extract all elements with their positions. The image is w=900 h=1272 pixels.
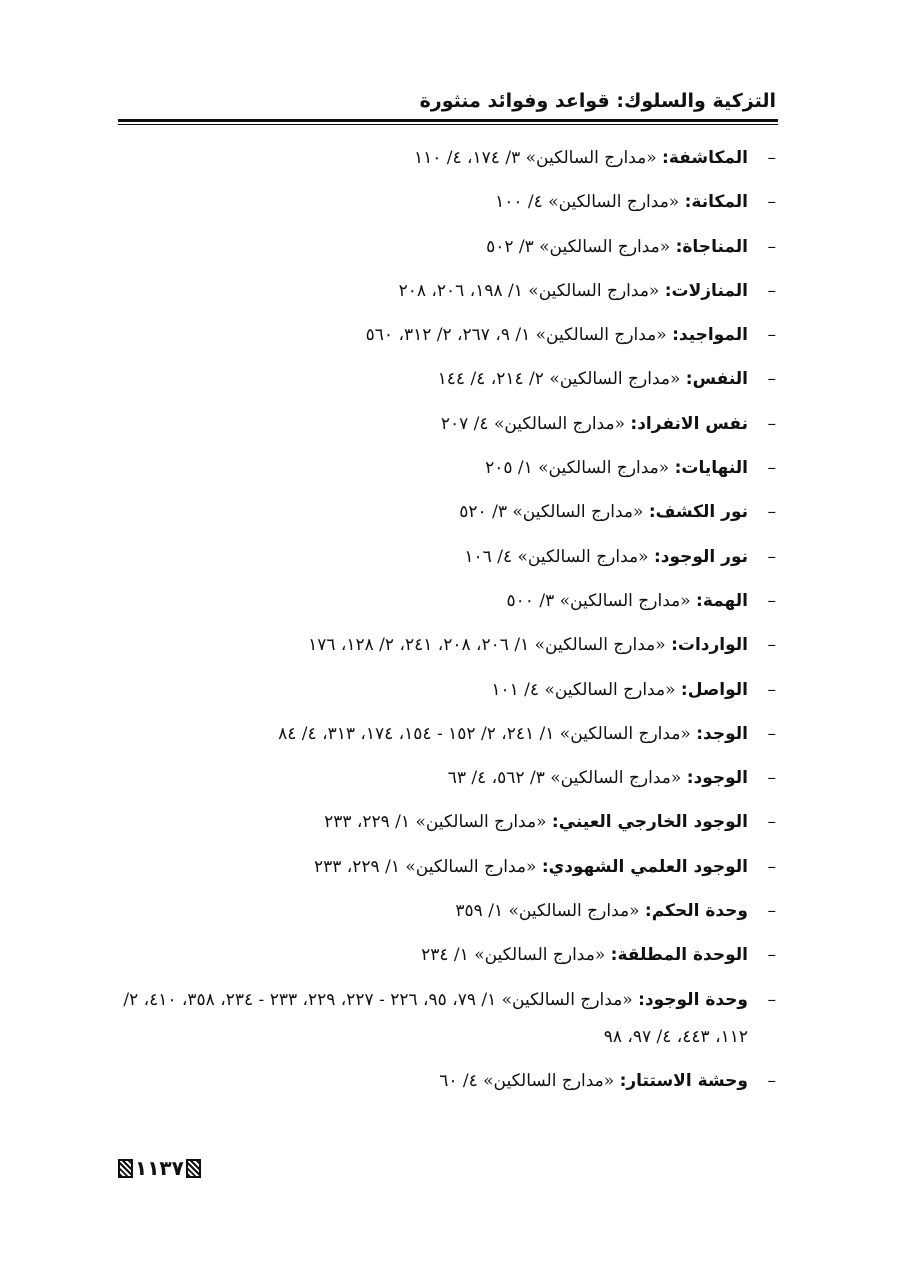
entry-dash: –	[767, 590, 776, 611]
entry-term: الواصل:	[680, 679, 748, 700]
entry-reference: «مدارج السالكين» ١/ ٢٠٥	[485, 458, 670, 479]
ornament-left-icon	[118, 1159, 133, 1178]
entry-term: الهمة:	[696, 590, 748, 611]
index-entry	[90, 627, 778, 664]
entry-dash: –	[767, 280, 776, 301]
entry-term: الوجد:	[696, 723, 748, 744]
entry-dash: –	[767, 635, 776, 656]
entry-dash: –	[767, 458, 776, 479]
entry-term: وحدة الوجود:	[638, 989, 748, 1010]
entry-reference: «مدارج السالكين» ٢/ ٢١٤، ٤/ ١٤٤	[437, 369, 681, 390]
entry-dash: –	[767, 901, 776, 922]
index-entry	[90, 982, 778, 1056]
entry-reference: «مدارج السالكين» ١/ ٢٠٦، ٢٠٨، ٢٤١، ٢/ ١٢٨، ١٧٦	[308, 635, 666, 656]
index-entries	[90, 140, 778, 1107]
entry-dash: –	[767, 546, 776, 567]
index-entry	[90, 184, 778, 221]
entry-dash: –	[767, 812, 776, 833]
entry-reference: «مدارج السالكين» ١/ ١٩٨، ٢٠٦، ٢٠٨	[398, 280, 660, 301]
index-entry	[90, 937, 778, 974]
index-entry	[90, 361, 778, 398]
index-entry	[90, 406, 778, 443]
entry-term: وحدة الحكم:	[644, 901, 748, 922]
index-entry	[90, 1063, 778, 1100]
running-title: التزكية والسلوك: قواعد وفوائد منثورة	[419, 90, 776, 112]
index-entry	[90, 672, 778, 709]
entry-term: المنازلات:	[664, 280, 748, 301]
page-number: ١١٣٧	[135, 1156, 184, 1180]
index-entry	[90, 494, 778, 531]
entry-reference: «مدارج السالكين» ١/ ٩، ٢٦٧، ٢/ ٣١٢، ٥٦٠	[365, 325, 667, 346]
entry-reference: «مدارج السالكين» ٤/ ٦٠	[439, 1070, 615, 1091]
index-entry	[90, 583, 778, 620]
index-entry	[90, 893, 778, 930]
entry-term: الواردات:	[671, 635, 748, 656]
entry-dash: –	[767, 1070, 776, 1091]
entry-reference: «مدارج السالكين» ٤/ ٢٠٧	[440, 413, 625, 434]
entry-reference: «مدارج السالكين» ٣/ ٥٠٠	[506, 590, 691, 611]
entry-dash: –	[767, 148, 776, 168]
index-entry	[90, 450, 778, 487]
entry-term: المكاشفة:	[662, 148, 748, 168]
index-entry	[90, 229, 778, 266]
entry-reference: «مدارج السالكين» ٣/ ١٧٤، ٤/ ١١٠	[413, 148, 657, 168]
header-rule-thick	[118, 119, 778, 122]
entry-dash: –	[767, 325, 776, 346]
entry-dash: –	[767, 369, 776, 390]
entry-dash: –	[767, 413, 776, 434]
entry-dash: –	[767, 502, 776, 523]
index-entry	[90, 539, 778, 576]
entry-term: النهايات:	[674, 458, 748, 479]
entry-reference: «مدارج السالكين» ٤/ ١٠٠	[495, 192, 680, 213]
index-entry	[90, 804, 778, 841]
entry-dash: –	[767, 856, 776, 877]
entry-reference: «مدارج السالكين» ١/ ٧٩، ٩٥، ٢٢٦ - ٢٢٧، ٢٢٩، ٢٣٣ - ٢٣٤، ٣٥٨، ٤١٠، ٢/ ١١٢، ٤٤٣، ٤/ ٩٧، ٩٨	[123, 989, 748, 1047]
index-entry	[90, 273, 778, 310]
entry-dash: –	[767, 236, 776, 257]
entry-term: الوحدة المطلقة:	[610, 945, 748, 966]
index-entry	[90, 140, 778, 177]
entry-term: المواجيد:	[672, 325, 748, 346]
index-entry	[90, 716, 778, 753]
entry-term: نفس الانفراد:	[630, 413, 748, 434]
entry-term: النفس:	[685, 369, 748, 390]
running-header	[118, 88, 778, 125]
index-entry	[90, 317, 778, 354]
index-entry	[90, 849, 778, 886]
entry-reference: «مدارج السالكين» ٤/ ١٠١	[491, 679, 676, 700]
entry-term: الوجود الخارجي العيني:	[551, 812, 748, 833]
entry-term: وحشة الاستتار:	[619, 1070, 748, 1091]
entry-reference: «مدارج السالكين» ١/ ٢٢٩، ٢٣٣	[313, 856, 537, 877]
entry-reference: «مدارج السالكين» ١/ ٢٤١، ٢/ ١٥٢ - ١٥٤، ١٧٤، ٣١٣، ٤/ ٨٤	[278, 723, 691, 744]
ornament-right-icon	[186, 1159, 201, 1178]
entry-dash: –	[767, 192, 776, 213]
entry-term: نور الوجود:	[653, 546, 748, 567]
entry-reference: «مدارج السالكين» ٣/ ٥٠٢	[486, 236, 671, 257]
entry-dash: –	[767, 989, 776, 1010]
page-number-block	[118, 1156, 201, 1180]
entry-dash: –	[767, 945, 776, 966]
entry-reference: «مدارج السالكين» ١/ ٣٥٩	[455, 901, 640, 922]
entry-dash: –	[767, 723, 776, 744]
entry-dash: –	[767, 679, 776, 700]
entry-term: الوجود العلمي الشهودي:	[541, 856, 748, 877]
index-entry	[90, 760, 778, 797]
entry-reference: «مدارج السالكين» ١/ ٢٣٤	[421, 945, 606, 966]
entry-reference: «مدارج السالكين» ٣/ ٥٦٢، ٤/ ٦٣	[447, 768, 682, 789]
entry-term: المناجاة:	[675, 236, 748, 257]
entry-dash: –	[767, 768, 776, 789]
entry-term: الوجود:	[686, 768, 748, 789]
entry-reference: «مدارج السالكين» ١/ ٢٢٩، ٢٣٣	[324, 812, 547, 833]
entry-term: نور الكشف:	[648, 502, 748, 523]
header-rule-thin	[118, 124, 778, 125]
entry-reference: «مدارج السالكين» ٤/ ١٠٦	[464, 546, 649, 567]
entry-reference: «مدارج السالكين» ٣/ ٥٢٠	[459, 502, 644, 523]
entry-term: المكانة:	[684, 192, 748, 213]
